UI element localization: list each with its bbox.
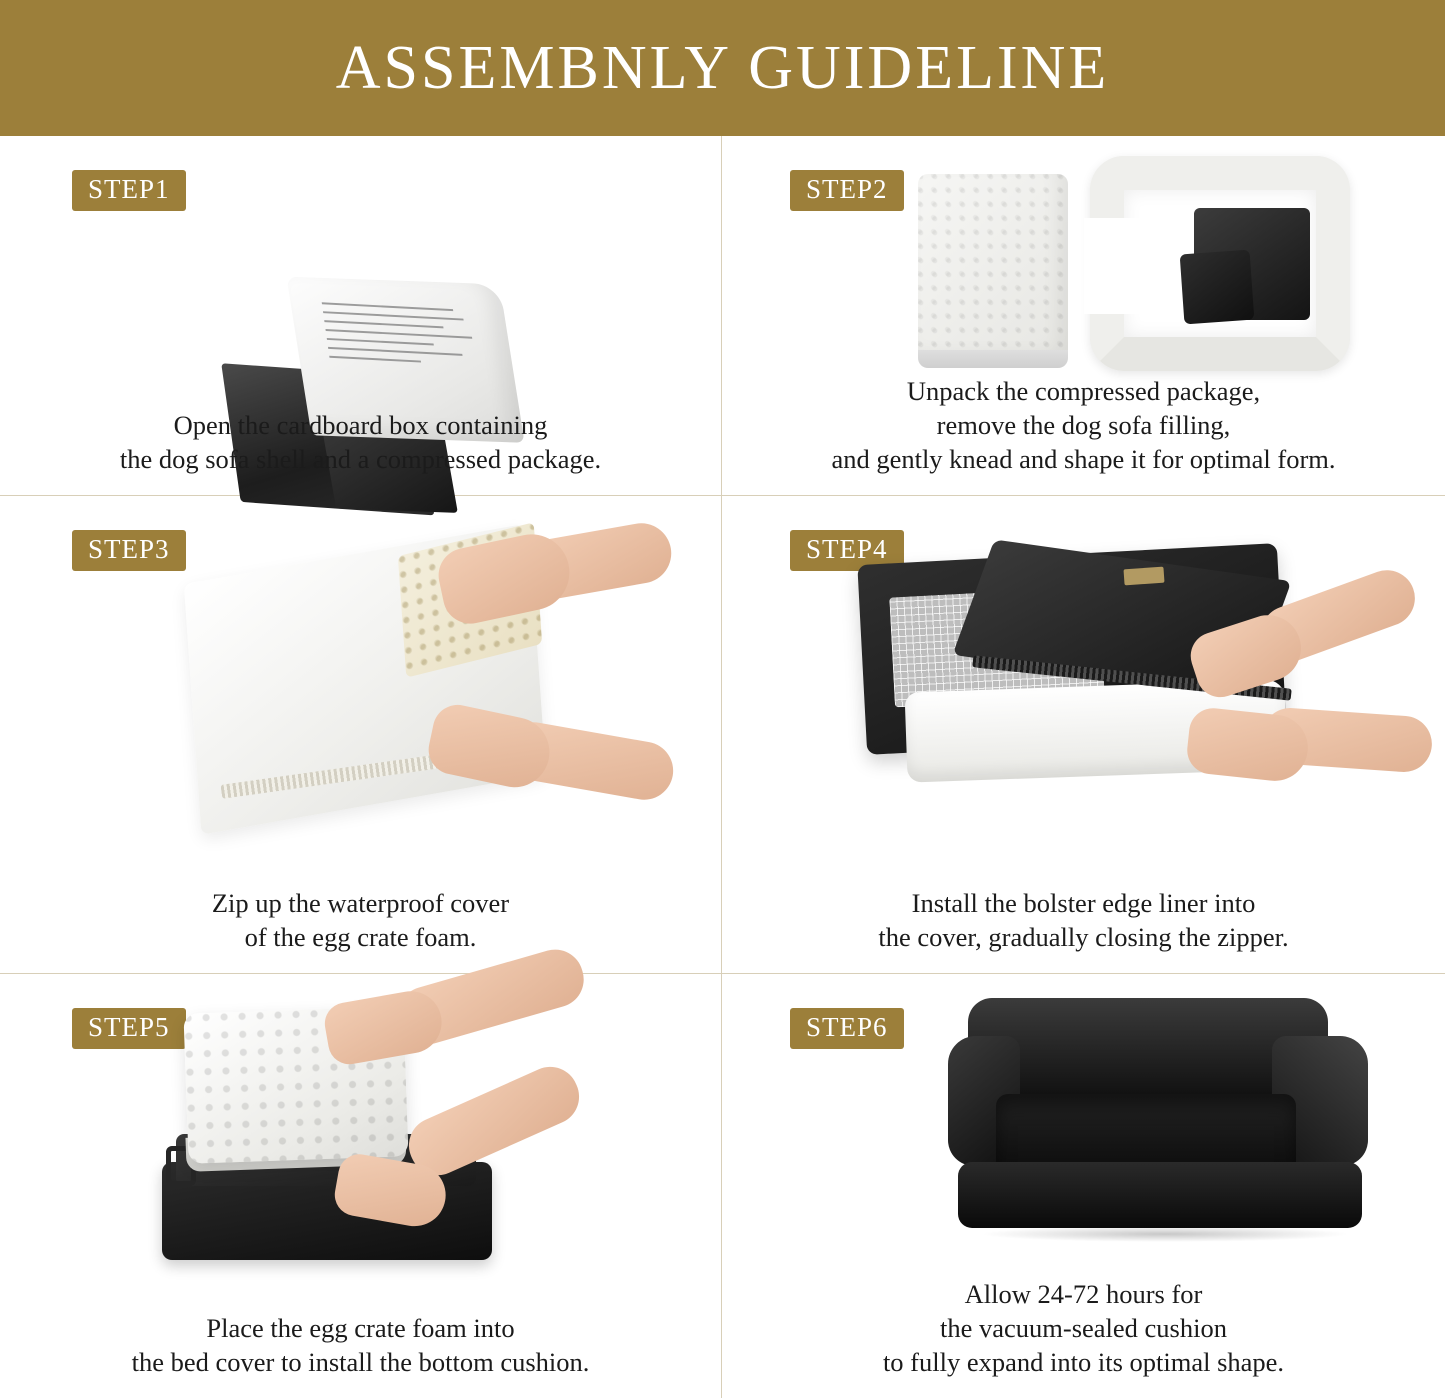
page-header <box>0 0 1445 136</box>
step-card-5 <box>0 974 722 1398</box>
foam-slab-edge <box>918 350 1068 368</box>
step-caption-1-line-1: Open the cardboard box containing <box>173 410 548 441</box>
step-caption-2-line-3: and gently knead and shape it for optimal form. <box>831 444 1336 475</box>
step-badge-4: STEP4 <box>790 530 904 571</box>
step-badge-6: STEP6 <box>790 1008 904 1049</box>
step-caption-6-line-3: to fully expand into its optimal shape. <box>882 1347 1285 1378</box>
step-card-1 <box>0 136 722 496</box>
instruction-sheet-lines <box>322 302 487 395</box>
step-caption-1 <box>0 409 721 477</box>
hand-upper <box>321 986 446 1067</box>
sofa-base <box>958 1162 1362 1228</box>
sofa-shadow <box>980 1226 1350 1242</box>
step-caption-3-line-2: of the egg crate foam. <box>244 922 477 953</box>
step-illustration-1 <box>0 136 721 396</box>
finished-dog-sofa-shape <box>940 998 1380 1238</box>
step-caption-4 <box>722 887 1445 955</box>
step-caption-3 <box>0 887 721 955</box>
step-caption-5-line-2: the bed cover to install the bottom cushion. <box>131 1347 590 1378</box>
forearm-lower <box>400 1058 588 1184</box>
step-badge-2: STEP2 <box>790 170 904 211</box>
step-caption-6-line-2: the vacuum-sealed cushion <box>940 1313 1227 1344</box>
step-caption-4-line-2: the cover, gradually closing the zipper. <box>878 922 1289 953</box>
step-caption-2-line-1: Unpack the compressed package, <box>906 376 1261 407</box>
step-caption-6 <box>722 1278 1445 1380</box>
step-badge-5: STEP5 <box>72 1008 186 1049</box>
step-badge-1: STEP1 <box>72 170 186 211</box>
step-caption-2-line-2: remove the dog sofa filling, <box>936 410 1231 441</box>
step-caption-4-line-1: Install the bolster edge liner into <box>911 888 1256 919</box>
brand-tag <box>1123 567 1164 586</box>
step-card-3 <box>0 496 722 974</box>
step-caption-2 <box>722 375 1445 477</box>
step-caption-3-line-1: Zip up the waterproof cover <box>211 888 510 919</box>
step-card-4 <box>722 496 1445 974</box>
u-shaped-bolster-shape <box>1090 156 1350 371</box>
foam-slab-shape <box>918 174 1068 364</box>
steps-grid <box>0 136 1445 1398</box>
step-caption-6-line-1: Allow 24-72 hours for <box>964 1279 1203 1310</box>
step-caption-5-line-1: Place the egg crate foam into <box>206 1313 515 1344</box>
bolster-opening <box>1084 218 1140 314</box>
step-card-2 <box>722 136 1445 496</box>
step-caption-1-line-2: the dog sofa shell and a compressed package. <box>119 444 602 475</box>
step-badge-3: STEP3 <box>72 530 186 571</box>
step-card-6 <box>722 974 1445 1398</box>
dark-fabric-fold <box>1180 250 1255 325</box>
page-title: ASSEMBNLY GUIDELINE <box>335 33 1110 102</box>
step-caption-5 <box>0 1312 721 1380</box>
